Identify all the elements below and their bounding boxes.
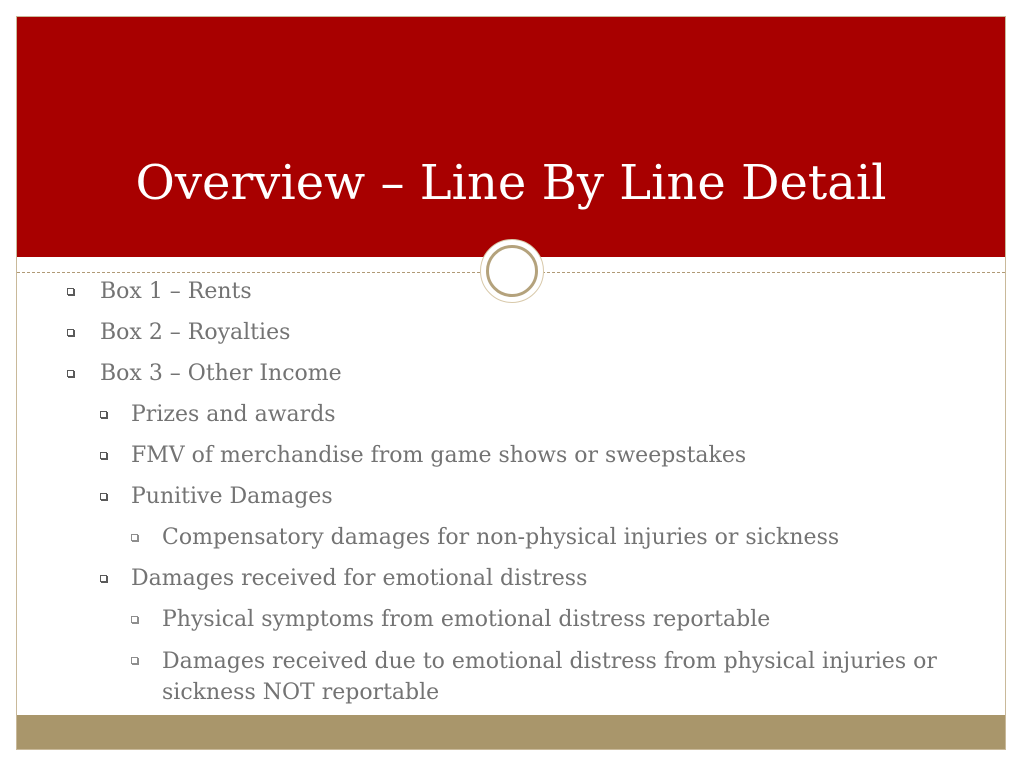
list-item-text: Damages received due to emotional distress from physical injuries or sickness NOT reportable: [162, 649, 937, 705]
square-bullet-icon: [67, 370, 74, 377]
list-item-text: FMV of merchandise from game shows or sweepstakes: [131, 443, 747, 468]
list-item: [67, 605, 965, 635]
square-bullet-icon: [100, 452, 107, 459]
slide: [16, 16, 1006, 750]
square-bullet-icon: [131, 534, 138, 541]
footer-band: [17, 715, 1005, 749]
square-bullet-icon: [131, 616, 138, 623]
list-item: [67, 441, 965, 471]
list-item: [67, 277, 965, 307]
bullet-list: [67, 277, 965, 719]
list-item-text: Physical symptoms from emotional distress reportable: [162, 607, 771, 632]
list-item-text: Prizes and awards: [131, 402, 336, 427]
list-item: [67, 400, 965, 430]
square-bullet-icon: [100, 493, 107, 500]
square-bullet-icon: [100, 411, 107, 418]
square-bullet-icon: [67, 329, 74, 336]
list-item: [67, 318, 965, 348]
list-item-text: Damages received for emotional distress: [131, 566, 588, 591]
list-item-text: Box 2 – Royalties: [100, 320, 291, 345]
square-bullet-icon: [131, 657, 138, 664]
list-item: [67, 482, 965, 512]
square-bullet-icon: [100, 575, 107, 582]
list-item: [67, 359, 965, 389]
square-bullet-icon: [67, 288, 74, 295]
list-item-text: Box 3 – Other Income: [100, 361, 342, 386]
slide-title: Overview – Line By Line Detail: [135, 155, 887, 211]
list-item-text: Box 1 – Rents: [100, 279, 252, 304]
list-item: [67, 564, 965, 594]
list-item-text: Compensatory damages for non-physical injuries or sickness: [162, 525, 840, 550]
list-item: [67, 523, 965, 553]
list-item: [67, 646, 965, 708]
title-band: [17, 17, 1005, 257]
list-item-text: Punitive Damages: [131, 484, 333, 509]
